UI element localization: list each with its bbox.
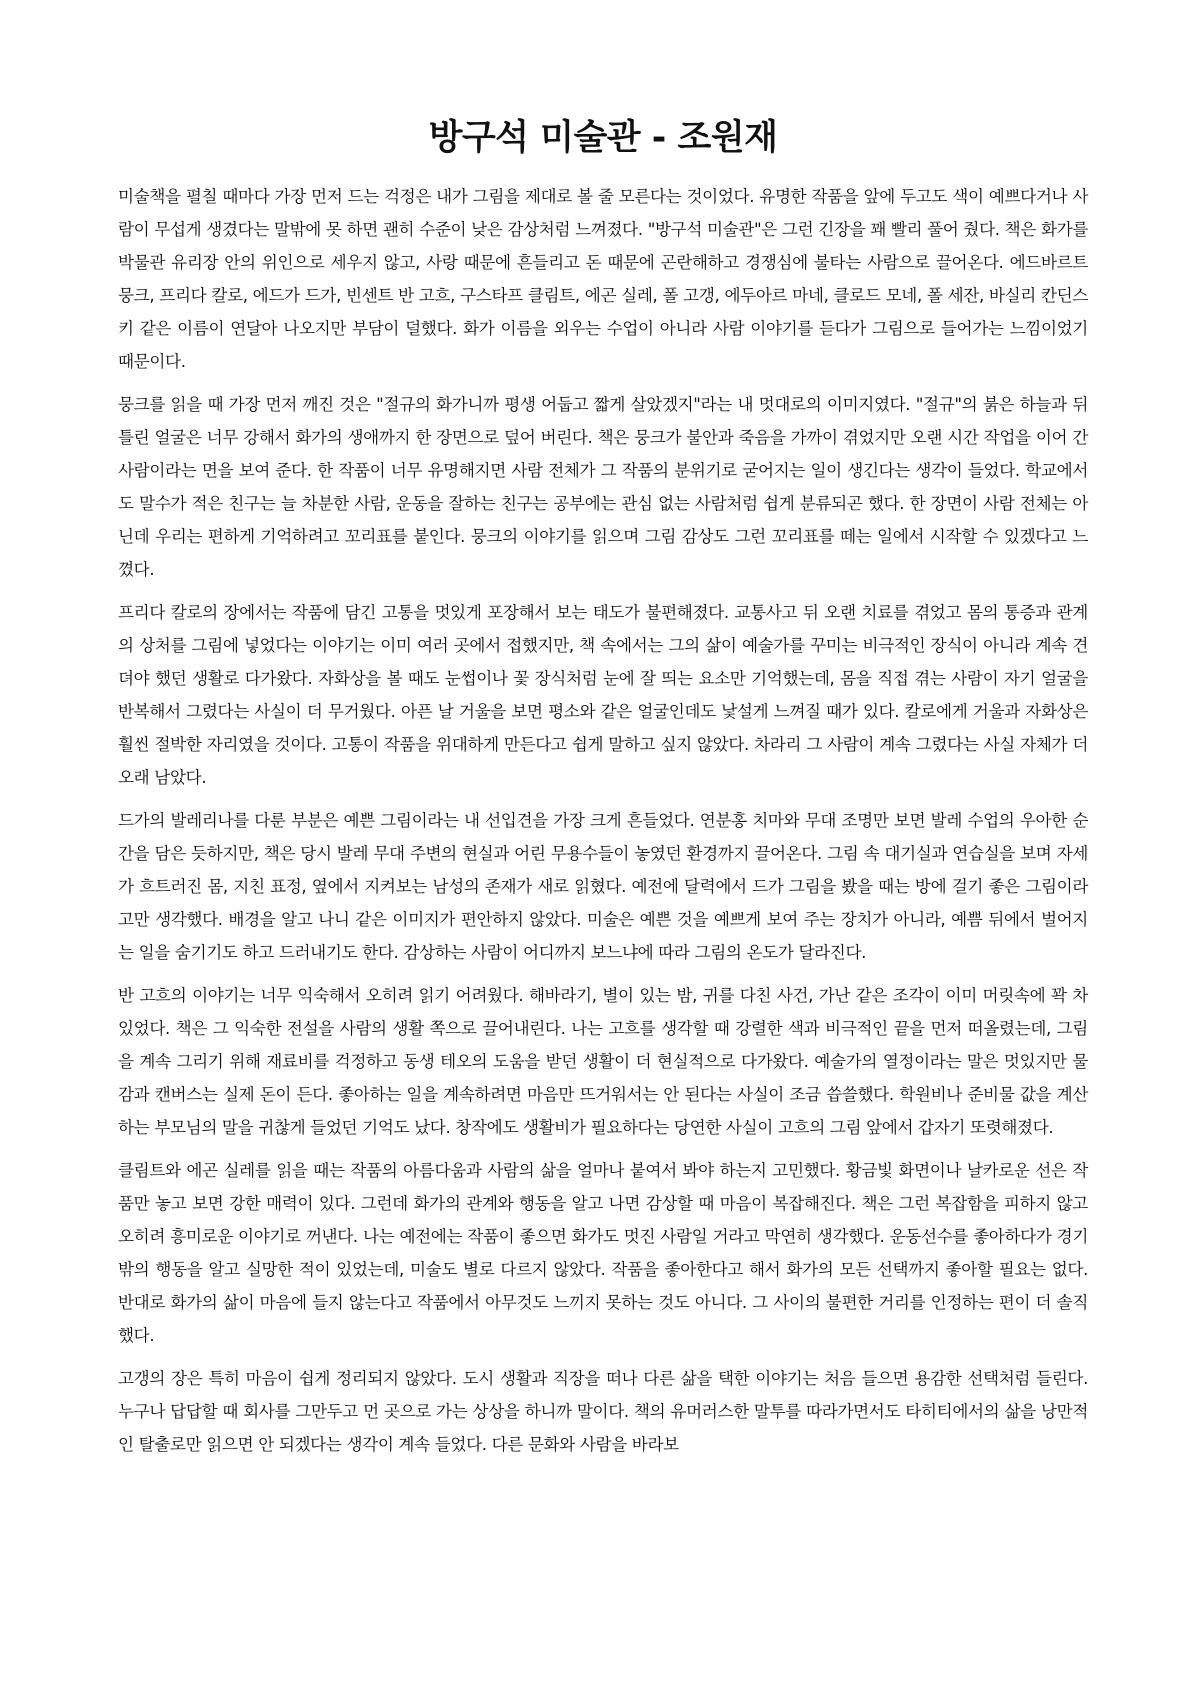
paragraph-1: 미술책을 펼칠 때마다 가장 먼저 드는 걱정은 내가 그림을 제대로 볼 줄 모른다는 것이었다. 유명한 작품을 앞에 두고도 색이 예쁘다거나 사람이 무섭게 생겼다는 말밖에 못 하면 괜히 수준이 낮은 감상처럼 느껴졌다. "방구석 미술관"은 그런 긴장을 꽤 빨리 풀어 줬다. 책은 화가를 박물관 유리장 안의 위인으로 세우지 않고, 사랑 때문에 흔들리고 돈 때문에 곤란해하고 경쟁심에 불타는 사람으로 끌어온다. 에드바르트 뭉크, 프리다 칼로, 에드가 드가, 빈센트 반 고흐, 구스타프 클림트, 에곤 실레, 폴 고갱, 에두아르 마네, 클로드 모네, 폴 세잔, 바실리 칸딘스키 같은 이름이 연달아 나오지만 부담이 덜했다. 화가 이름을 외우는 수업이 아니라 사람 이야기를 듣다가 그림으로 들어가는 느낌이었기 때문이다. [118, 187, 1088, 371]
paragraph-6: 클림트와 에곤 실레를 읽을 때는 작품의 아름다움과 사람의 삶을 얼마나 붙여서 봐야 하는지 고민했다. 황금빛 화면이나 날카로운 선은 작품만 놓고 보면 강한 매력이 있다. 그런데 화가의 관계와 행동을 알고 나면 감상할 때 마음이 복잡해진다. 책은 그런 복잡함을 피하지 않고 오히려 흥미로운 이야기로 꺼낸다. 나는 예전에는 작품이 좋으면 화가도 멋진 사람일 거라고 막연히 생각했다. 운동선수를 좋아하다가 경기 밖의 행동을 알고 실망한 적이 있었는데, 미술도 별로 다르지 않았다. 작품을 좋아한다고 해서 화가의 모든 선택까지 좋아할 필요는 없다. 반대로 화가의 삶이 마음에 들지 않는다고 작품에서 아무것도 느끼지 못하는 것도 아니다. 그 사이의 불편한 거리를 인정하는 편이 더 솔직했다. [118, 1161, 1088, 1345]
paragraph-4: 드가의 발레리나를 다룬 부분은 예쁜 그림이라는 내 선입견을 가장 크게 흔들었다. 연분홍 치마와 무대 조명만 보면 발레 수업의 우아한 순간을 담은 듯하지만, 책은 당시 발레 무대 주변의 현실과 어린 무용수들이 놓였던 환경까지 끌어온다. 그림 속 대기실과 연습실을 보며 자세가 흐트러진 몸, 지친 표정, 옆에서 지켜보는 남성의 존재가 새로 읽혔다. 예전에 달력에서 드가 그림을 봤을 때는 방에 걸기 좋은 그림이라고만 생각했다. 배경을 알고 나니 같은 이미지가 편안하지 않았다. 미술은 예쁜 것을 예쁘게 보여 주는 장치가 아니라, 예쁨 뒤에서 벌어지는 일을 숨기기도 하고 드러내기도 한다. 감상하는 사람이 어디까지 보느냐에 따라 그림의 온도가 달라진다. [118, 811, 1088, 962]
document-page [118, 112, 1088, 1471]
page-title: 방구석 미술관 - 조원재 [428, 118, 778, 158]
paragraph-2: 뭉크를 읽을 때 가장 먼저 깨진 것은 "절규의 화가니까 평생 어둡고 짧게 살았겠지"라는 내 멋대로의 이미지였다. "절규"의 붉은 하늘과 뒤틀린 얼굴은 너무 강해서 화가의 생애까지 한 장면으로 덮어 버린다. 책은 뭉크가 불안과 죽음을 가까이 겪었지만 오랜 시간 작업을 이어 간 사람이라는 면을 보여 준다. 한 작품이 너무 유명해지면 사람 전체가 그 작품의 분위기로 굳어지는 일이 생긴다는 생각이 들었다. 학교에서도 말수가 적은 친구는 늘 차분한 사람, 운동을 잘하는 친구는 공부에는 관심 없는 사람처럼 쉽게 분류되곤 했다. 한 장면이 사람 전체는 아닌데 우리는 편하게 기억하려고 꼬리표를 붙인다. 뭉크의 이야기를 읽으며 그림 감상도 그런 꼬리표를 떼는 일에서 시작할 수 있겠다고 느꼈다. [118, 395, 1088, 579]
paragraph-3: 프리다 칼로의 장에서는 작품에 담긴 고통을 멋있게 포장해서 보는 태도가 불편해졌다. 교통사고 뒤 오랜 치료를 겪었고 몸의 통증과 관계의 상처를 그림에 넣었다는 이야기는 이미 여러 곳에서 접했지만, 책 속에서는 그의 삶이 예술가를 꾸미는 비극적인 장식이 아니라 계속 견뎌야 했던 생활로 다가왔다. 자화상을 볼 때도 눈썹이나 꽃 장식처럼 눈에 잘 띄는 요소만 기억했는데, 몸을 직접 겪는 사람이 자기 얼굴을 반복해서 그렸다는 사실이 더 무거웠다. 아픈 날 거울을 보면 평소와 같은 얼굴인데도 낯설게 느껴질 때가 있다. 칼로에게 거울과 자화상은 훨씬 절박한 자리였을 것이다. 고통이 작품을 위대하게 만든다고 쉽게 말하고 싶지 않았다. 차라리 그 사람이 계속 그렸다는 사실 자체가 더 오래 남았다. [118, 603, 1088, 787]
paragraph-5: 반 고흐의 이야기는 너무 익숙해서 오히려 읽기 어려웠다. 해바라기, 별이 있는 밤, 귀를 다친 사건, 가난 같은 조각이 이미 머릿속에 꽉 차 있었다. 책은 그 익숙한 전설을 사람의 생활 쪽으로 끌어내린다. 나는 고흐를 생각할 때 강렬한 색과 비극적인 끝을 먼저 떠올렸는데, 그림을 계속 그리기 위해 재료비를 걱정하고 동생 테오의 도움을 받던 생활이 더 현실적으로 다가왔다. 예술가의 열정이라는 말은 멋있지만 물감과 캔버스는 실제 돈이 든다. 좋아하는 일을 계속하려면 마음만 뜨거워서는 안 된다는 사실이 조금 씁쓸했다. 학원비나 준비물 값을 계산하는 부모님의 말을 귀찮게 들었던 기억도 났다. 창작에도 생활비가 필요하다는 당연한 사실이 고흐의 그림 앞에서 갑자기 또렷해졌다. [118, 986, 1088, 1137]
paragraph-7: 고갱의 장은 특히 마음이 쉽게 정리되지 않았다. 도시 생활과 직장을 떠나 다른 삶을 택한 이야기는 처음 들으면 용감한 선택처럼 들린다. 누구나 답답할 때 회사를 그만두고 먼 곳으로 가는 상상을 하니까 말이다. 책의 유머러스한 말투를 따라가면서도 타히티에서의 삶을 낭만적인 탈출로만 읽으면 안 되겠다는 생각이 계속 들었다. 다른 문화와 사람을 바라보 [118, 1369, 1088, 1454]
